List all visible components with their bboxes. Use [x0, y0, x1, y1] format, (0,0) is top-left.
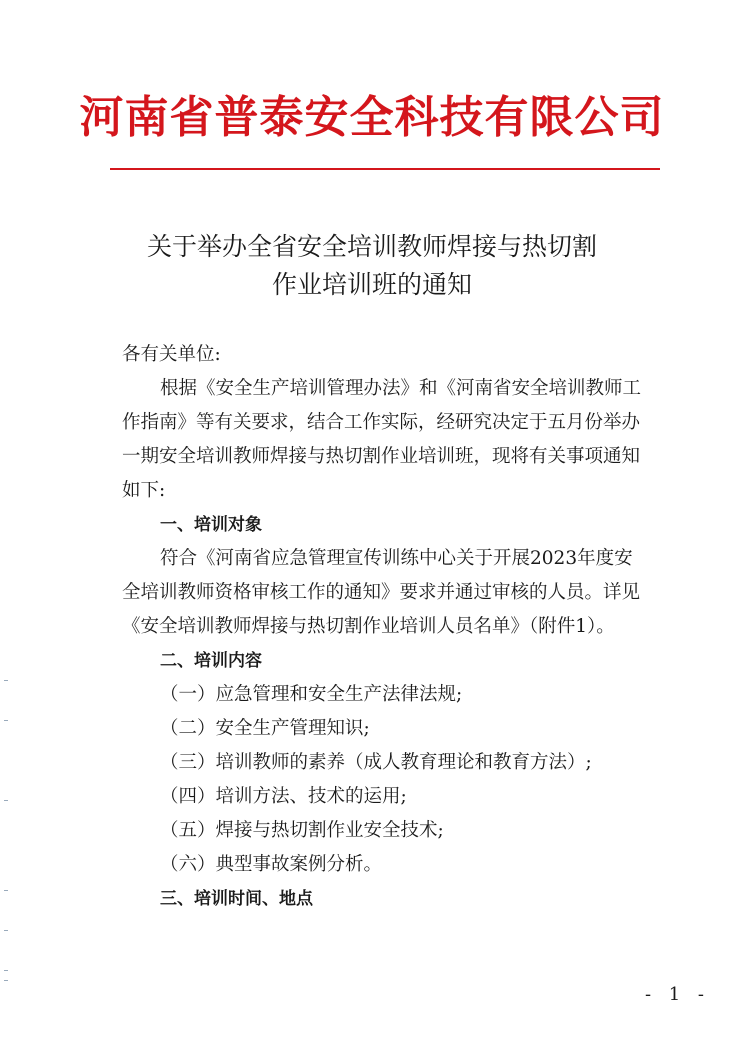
section-2-heading: 二、培训内容 [160, 651, 262, 671]
section-1-body: 符合《河南省应急管理宣传训练中心关于开展2023年度安全培训教师资格审核工作的通知》要求并通过审核的人员。详见《安全培训教师焊接与热切割作业培训人员名单》（附件1）。 [122, 548, 641, 637]
scan-edge-marks [4, 680, 10, 1000]
document-title [0, 228, 744, 304]
salutation: 各有关单位: [122, 344, 221, 365]
section-3-heading: 三、培训时间、地点 [160, 889, 313, 909]
title-line-2: 作业培训班的通知 [271, 270, 472, 299]
section-2-item: （五）焊接与热切割作业安全技术; [160, 820, 444, 841]
section-1-heading: 一、培训对象 [160, 515, 262, 535]
title-line-1: 关于举办全省安全培训教师焊接与热切割 [146, 232, 597, 261]
section-2-item: （三）培训教师的素养（成人教育理论和教育方法）; [160, 752, 592, 773]
organization-name: 河南省普泰安全科技有限公司 [79, 92, 665, 143]
section-2-item: （一）应急管理和安全生产法律法规; [160, 684, 463, 705]
intro-paragraph: 根据《安全生产培训管理办法》和《河南省安全培训教师工作指南》等有关要求，结合工作实际，经研究决定于五月份举办一期安全培训教师焊接与热切割作业培训班，现将有关事项通知如下: [122, 378, 642, 501]
page-number: - 1 - [644, 984, 710, 1005]
section-2-item: （六）典型事故案例分析。 [160, 854, 383, 875]
document-body [122, 338, 642, 916]
red-header-rule [110, 168, 660, 170]
section-2-item: （二）安全生产管理知识; [160, 718, 370, 739]
section-2-item: （四）培训方法、技术的运用; [160, 786, 407, 807]
